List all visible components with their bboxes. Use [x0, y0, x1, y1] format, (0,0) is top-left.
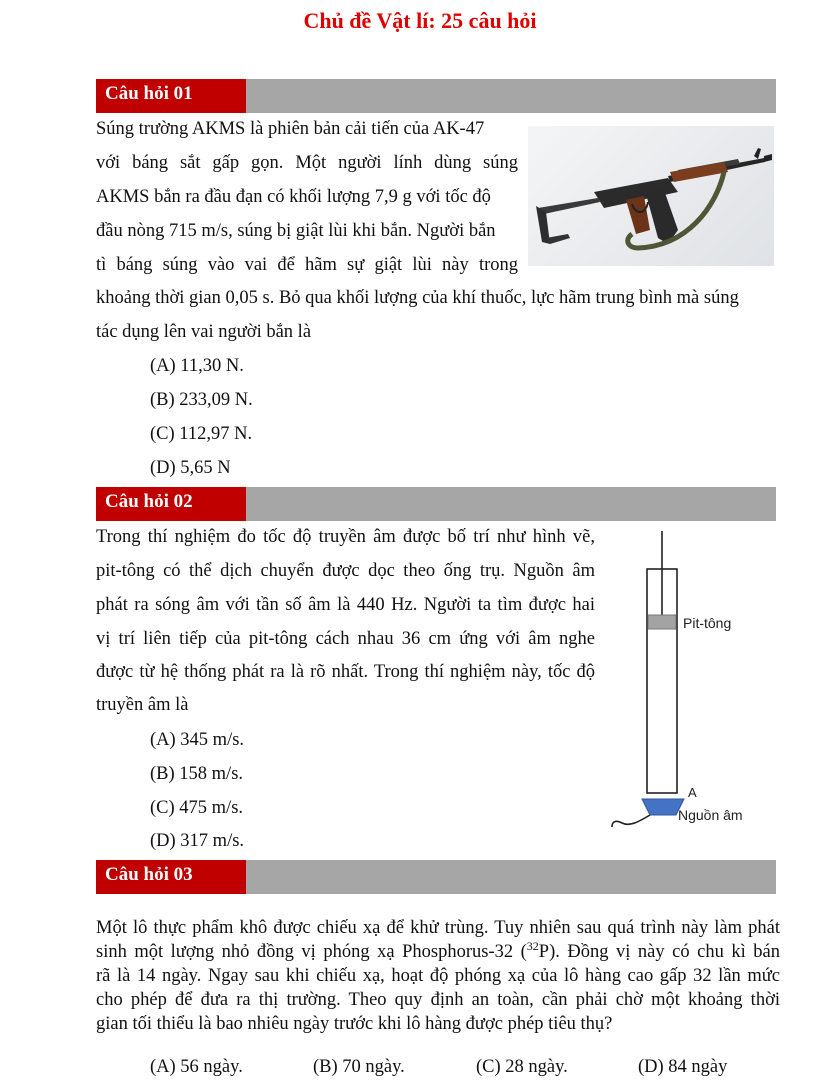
q1-option-b[interactable]: (B) 233,09 N. — [150, 390, 253, 410]
page-title: Chủ đề Vật lí: 25 câu hỏi — [303, 8, 537, 33]
q2-text-line: truyền âm là — [96, 695, 189, 715]
q3-option-c[interactable]: (C) 28 ngày. — [476, 1057, 568, 1077]
resonance-tube-diagram — [600, 525, 770, 835]
q1-text-line: khoảng thời gian 0,05 s. Bỏ qua khối lượng của khí thuốc, lực hãm trung bình mà súng — [96, 288, 739, 308]
q2-text-line: pit-tông có thể dịch chuyển được dọc theo ống trụ. Nguồn âm — [96, 561, 595, 581]
isotope-mass-number: 32 — [526, 938, 539, 953]
q3-option-b[interactable]: (B) 70 ngày. — [313, 1057, 405, 1077]
point-a-label: A — [688, 785, 697, 800]
rifle-image — [528, 126, 774, 266]
q2-text-line: phát ra sóng âm với tần số âm là 440 Hz. Người ta tìm được hai — [96, 595, 595, 615]
q2-text-line: vị trí liên tiếp của pit-tông cách nhau 36 cm ứng với âm nghe — [96, 629, 595, 649]
q1-text-line: tì báng súng vào vai để hãm sự giật lùi này trong — [96, 255, 518, 275]
q3-text-segment: P). Đồng vị này có chu kì bán — [538, 942, 781, 962]
wire — [612, 815, 650, 827]
q1-option-c[interactable]: (C) 112,97 N. — [150, 424, 253, 444]
q3-text-line: gian tối thiểu là bao nhiêu ngày trước khi lô hàng được phép tiêu thụ? — [96, 1014, 613, 1034]
sound-source-label: Nguồn âm — [678, 807, 743, 823]
q3-text-line: Một lô thực phẩm khô được chiếu xạ để khử trùng. Tuy nhiên sau quá trình này làm phát — [96, 918, 780, 938]
question-01-label: Câu hỏi 01 — [96, 79, 246, 113]
q3-text-line: rã là 14 ngày. Ngay sau khi chiếu xạ, hoạt độ phóng xạ của lô hàng cao gấp 32 lần mức — [96, 966, 780, 986]
q3-text-line — [96, 938, 781, 963]
question-01-header-bar — [96, 79, 776, 113]
q2-option-b[interactable]: (B) 158 m/s. — [150, 764, 244, 784]
question-03-label: Câu hỏi 03 — [96, 860, 246, 894]
q1-text-line: đầu nòng 715 m/s, súng bị giật lùi khi bắn. Người bắn — [96, 221, 496, 241]
question-02-label: Câu hỏi 02 — [96, 487, 246, 521]
q3-option-d[interactable]: (D) 84 ngày — [638, 1057, 728, 1077]
q1-option-a[interactable]: (A) 11,30 N. — [150, 356, 244, 376]
piston — [648, 615, 676, 629]
q3-text-line: cho phép để đưa ra thị trường. Theo quy định an toàn, cần phải chờ một khoảng thời — [96, 990, 780, 1010]
q2-option-d[interactable]: (D) 317 m/s. — [150, 831, 245, 851]
q2-text-line: được từ hệ thống phát ra là rõ nhất. Trong thí nghiệm này, tốc độ — [96, 662, 595, 682]
q2-text-line: Trong thí nghiệm đo tốc độ truyền âm được bố trí như hình vẽ, — [96, 527, 595, 547]
q2-option-a[interactable]: (A) 345 m/s. — [150, 730, 245, 750]
q1-text-line: với báng sắt gấp gọn. Một người lính dùng súng — [96, 153, 518, 173]
question-02-header-bar — [96, 487, 776, 521]
q1-text-line: AKMS bắn ra đầu đạn có khối lượng 7,9 g với tốc độ — [96, 187, 491, 207]
question-03-header-bar — [96, 860, 776, 894]
q1-text-line: tác dụng lên vai người bắn là — [96, 322, 312, 342]
q1-option-d[interactable]: (D) 5,65 N — [150, 458, 231, 478]
q3-option-a[interactable]: (A) 56 ngày. — [150, 1057, 243, 1077]
q1-text-line: Súng trường AKMS là phiên bản cải tiến của AK-47 — [96, 119, 485, 139]
q2-option-c[interactable]: (C) 475 m/s. — [150, 798, 244, 818]
piston-label: Pit-tông — [683, 615, 732, 631]
q3-text-segment: sinh một lượng nhỏ đồng vị phóng xạ Phosphorus-32 ( — [96, 942, 527, 962]
